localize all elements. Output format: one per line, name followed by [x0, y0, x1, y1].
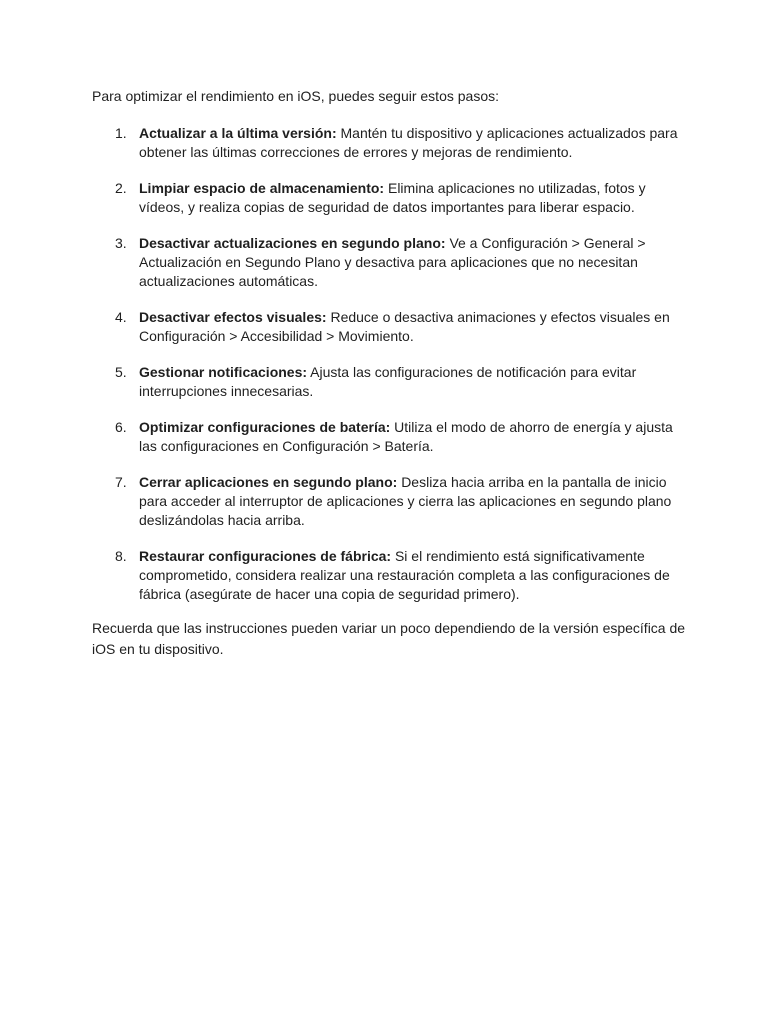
- step-number: 7.: [115, 474, 127, 490]
- list-item-step-7: [92, 473, 692, 530]
- list-item-step-5: [92, 363, 692, 401]
- step-title: Actualizar a la última versión:: [139, 125, 337, 141]
- list-item-step-4: [92, 308, 692, 346]
- step-title: Optimizar configuraciones de batería:: [139, 419, 391, 435]
- step-text: Mantén tu dispositivo y aplicaciones actualizados para obtener las últimas correcciones de errores y mejoras de rendimiento.: [139, 125, 678, 160]
- steps-list: [92, 124, 692, 604]
- intro-paragraph: Para optimizar el rendimiento en iOS, puedes seguir estos pasos:: [92, 88, 499, 104]
- step-text: Reduce o desactiva animaciones y efectos visuales en Configuración > Accesibilidad > Movimiento.: [139, 309, 670, 344]
- step-number: 5.: [115, 364, 127, 380]
- step-text: Ajusta las configuraciones de notificación para evitar interrupciones innecesarias.: [139, 364, 637, 399]
- step-title: Desactivar efectos visuales:: [139, 309, 327, 325]
- list-item-step-2: [92, 179, 692, 217]
- document-page: [92, 86, 692, 660]
- step-title: Gestionar notificaciones:: [139, 364, 308, 380]
- step-text: Desliza hacia arriba en la pantalla de inicio para acceder al interruptor de aplicaciones y cierra las aplicaciones en segundo plano deslizándolas hacia arriba.: [139, 474, 672, 528]
- step-number: 6.: [115, 419, 127, 435]
- step-text: Si el rendimiento está significativamente comprometido, considera realizar una restauración completa a las configuraciones de fábrica (asegúrate de hacer una copia de seguridad primero).: [139, 548, 670, 602]
- list-item-step-8: [92, 547, 692, 604]
- step-number: 8.: [115, 548, 127, 564]
- step-number: 4.: [115, 309, 127, 325]
- list-item-step-6: [92, 418, 692, 456]
- step-title: Restaurar configuraciones de fábrica:: [139, 548, 392, 564]
- step-number: 2.: [115, 180, 127, 196]
- step-title: Cerrar aplicaciones en segundo plano:: [139, 474, 398, 490]
- step-text: Elimina aplicaciones no utilizadas, fotos y vídeos, y realiza copias de seguridad de datos importantes para liberar espacio.: [139, 180, 646, 215]
- list-item-step-1: [92, 124, 692, 162]
- list-item-step-3: [92, 234, 692, 291]
- step-number: 3.: [115, 235, 127, 251]
- step-text: Ve a Configuración > General > Actualización en Segundo Plano y desactiva para aplicaciones que no necesitan actualizaciones automáticas.: [139, 235, 646, 289]
- step-number: 1.: [115, 125, 127, 141]
- step-text: Utiliza el modo de ahorro de energía y ajusta las configuraciones en Configuración > Batería.: [139, 419, 673, 454]
- closing-paragraph: Recuerda que las instrucciones pueden variar un poco dependiendo de la versión específica de iOS en tu dispositivo.: [92, 620, 686, 657]
- step-title: Desactivar actualizaciones en segundo plano:: [139, 235, 446, 251]
- step-title: Limpiar espacio de almacenamiento:: [139, 180, 385, 196]
